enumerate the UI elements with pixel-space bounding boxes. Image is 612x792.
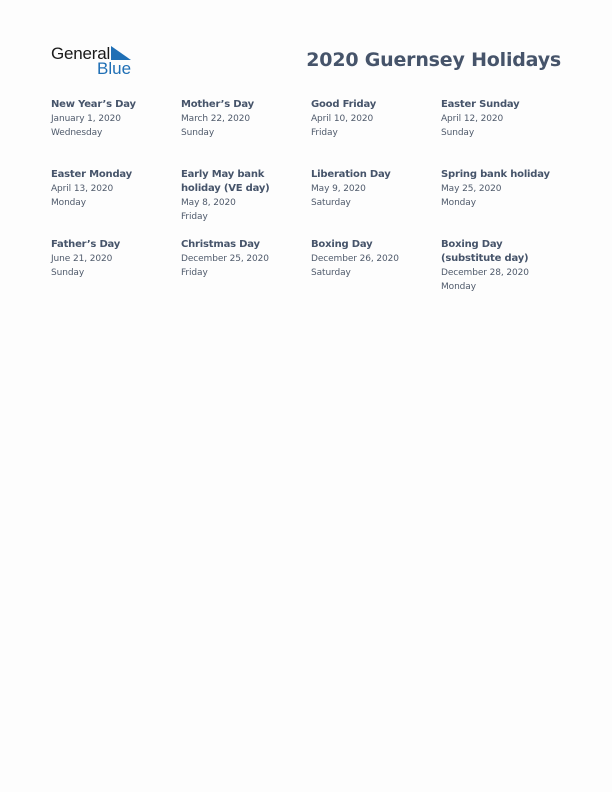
holiday-item [311,238,433,280]
holiday-weekday: Saturday [311,198,351,208]
holiday-item [311,168,433,210]
holiday-date: May 25, 2020 [441,184,502,194]
holiday-item [311,98,433,140]
holiday-name: New Year’s Day [51,99,136,110]
holiday-item [51,238,173,280]
logo-text-blue: Blue [97,59,132,78]
logo-triangle-icon [111,46,131,60]
holiday-date: May 9, 2020 [311,184,366,194]
holiday-date: June 21, 2020 [51,254,113,264]
holiday-weekday: Monday [441,282,476,292]
holiday-item [181,98,303,140]
holiday-item [441,168,563,210]
holiday-name: Boxing Day [311,239,373,250]
holiday-item [181,168,303,224]
holiday-date: March 22, 2020 [181,114,250,124]
holiday-name: Easter Monday [51,169,132,180]
holiday-item [441,98,563,140]
holiday-weekday: Sunday [181,128,215,138]
holiday-name: Easter Sunday [441,99,520,110]
holiday-weekday: Friday [181,268,208,278]
holiday-item [181,238,303,280]
holiday-item [51,168,173,210]
holiday-weekday: Wednesday [51,128,103,138]
general-blue-logo [51,44,141,78]
holiday-item [51,98,173,140]
holiday-name: Spring bank holiday [441,169,550,180]
holiday-weekday: Monday [51,198,86,208]
holiday-weekday: Friday [311,128,338,138]
holiday-date: December 25, 2020 [181,254,269,264]
holiday-weekday: Sunday [51,268,85,278]
holiday-weekday: Sunday [441,128,475,138]
holiday-weekday: Friday [181,212,208,222]
holiday-date: April 12, 2020 [441,114,504,124]
holiday-item [441,238,563,294]
holiday-name: Father’s Day [51,239,121,250]
holiday-name: Boxing Day (substitute day) [441,239,529,264]
holiday-date: December 26, 2020 [311,254,399,264]
holiday-date: January 1, 2020 [51,114,121,124]
page-title: 2020 Guernsey Holidays [306,49,561,71]
holiday-date: April 13, 2020 [51,184,114,194]
holiday-date: December 28, 2020 [441,268,529,278]
holiday-name: Early May bank holiday (VE day) [181,169,270,194]
logo-text-general: General [51,44,111,63]
holiday-weekday: Saturday [311,268,351,278]
holiday-date: May 8, 2020 [181,198,236,208]
holiday-date: April 10, 2020 [311,114,374,124]
holiday-name: Good Friday [311,99,377,110]
holiday-name: Christmas Day [181,239,260,250]
holiday-name: Liberation Day [311,169,391,180]
holiday-weekday: Monday [441,198,476,208]
holiday-name: Mother’s Day [181,99,254,110]
